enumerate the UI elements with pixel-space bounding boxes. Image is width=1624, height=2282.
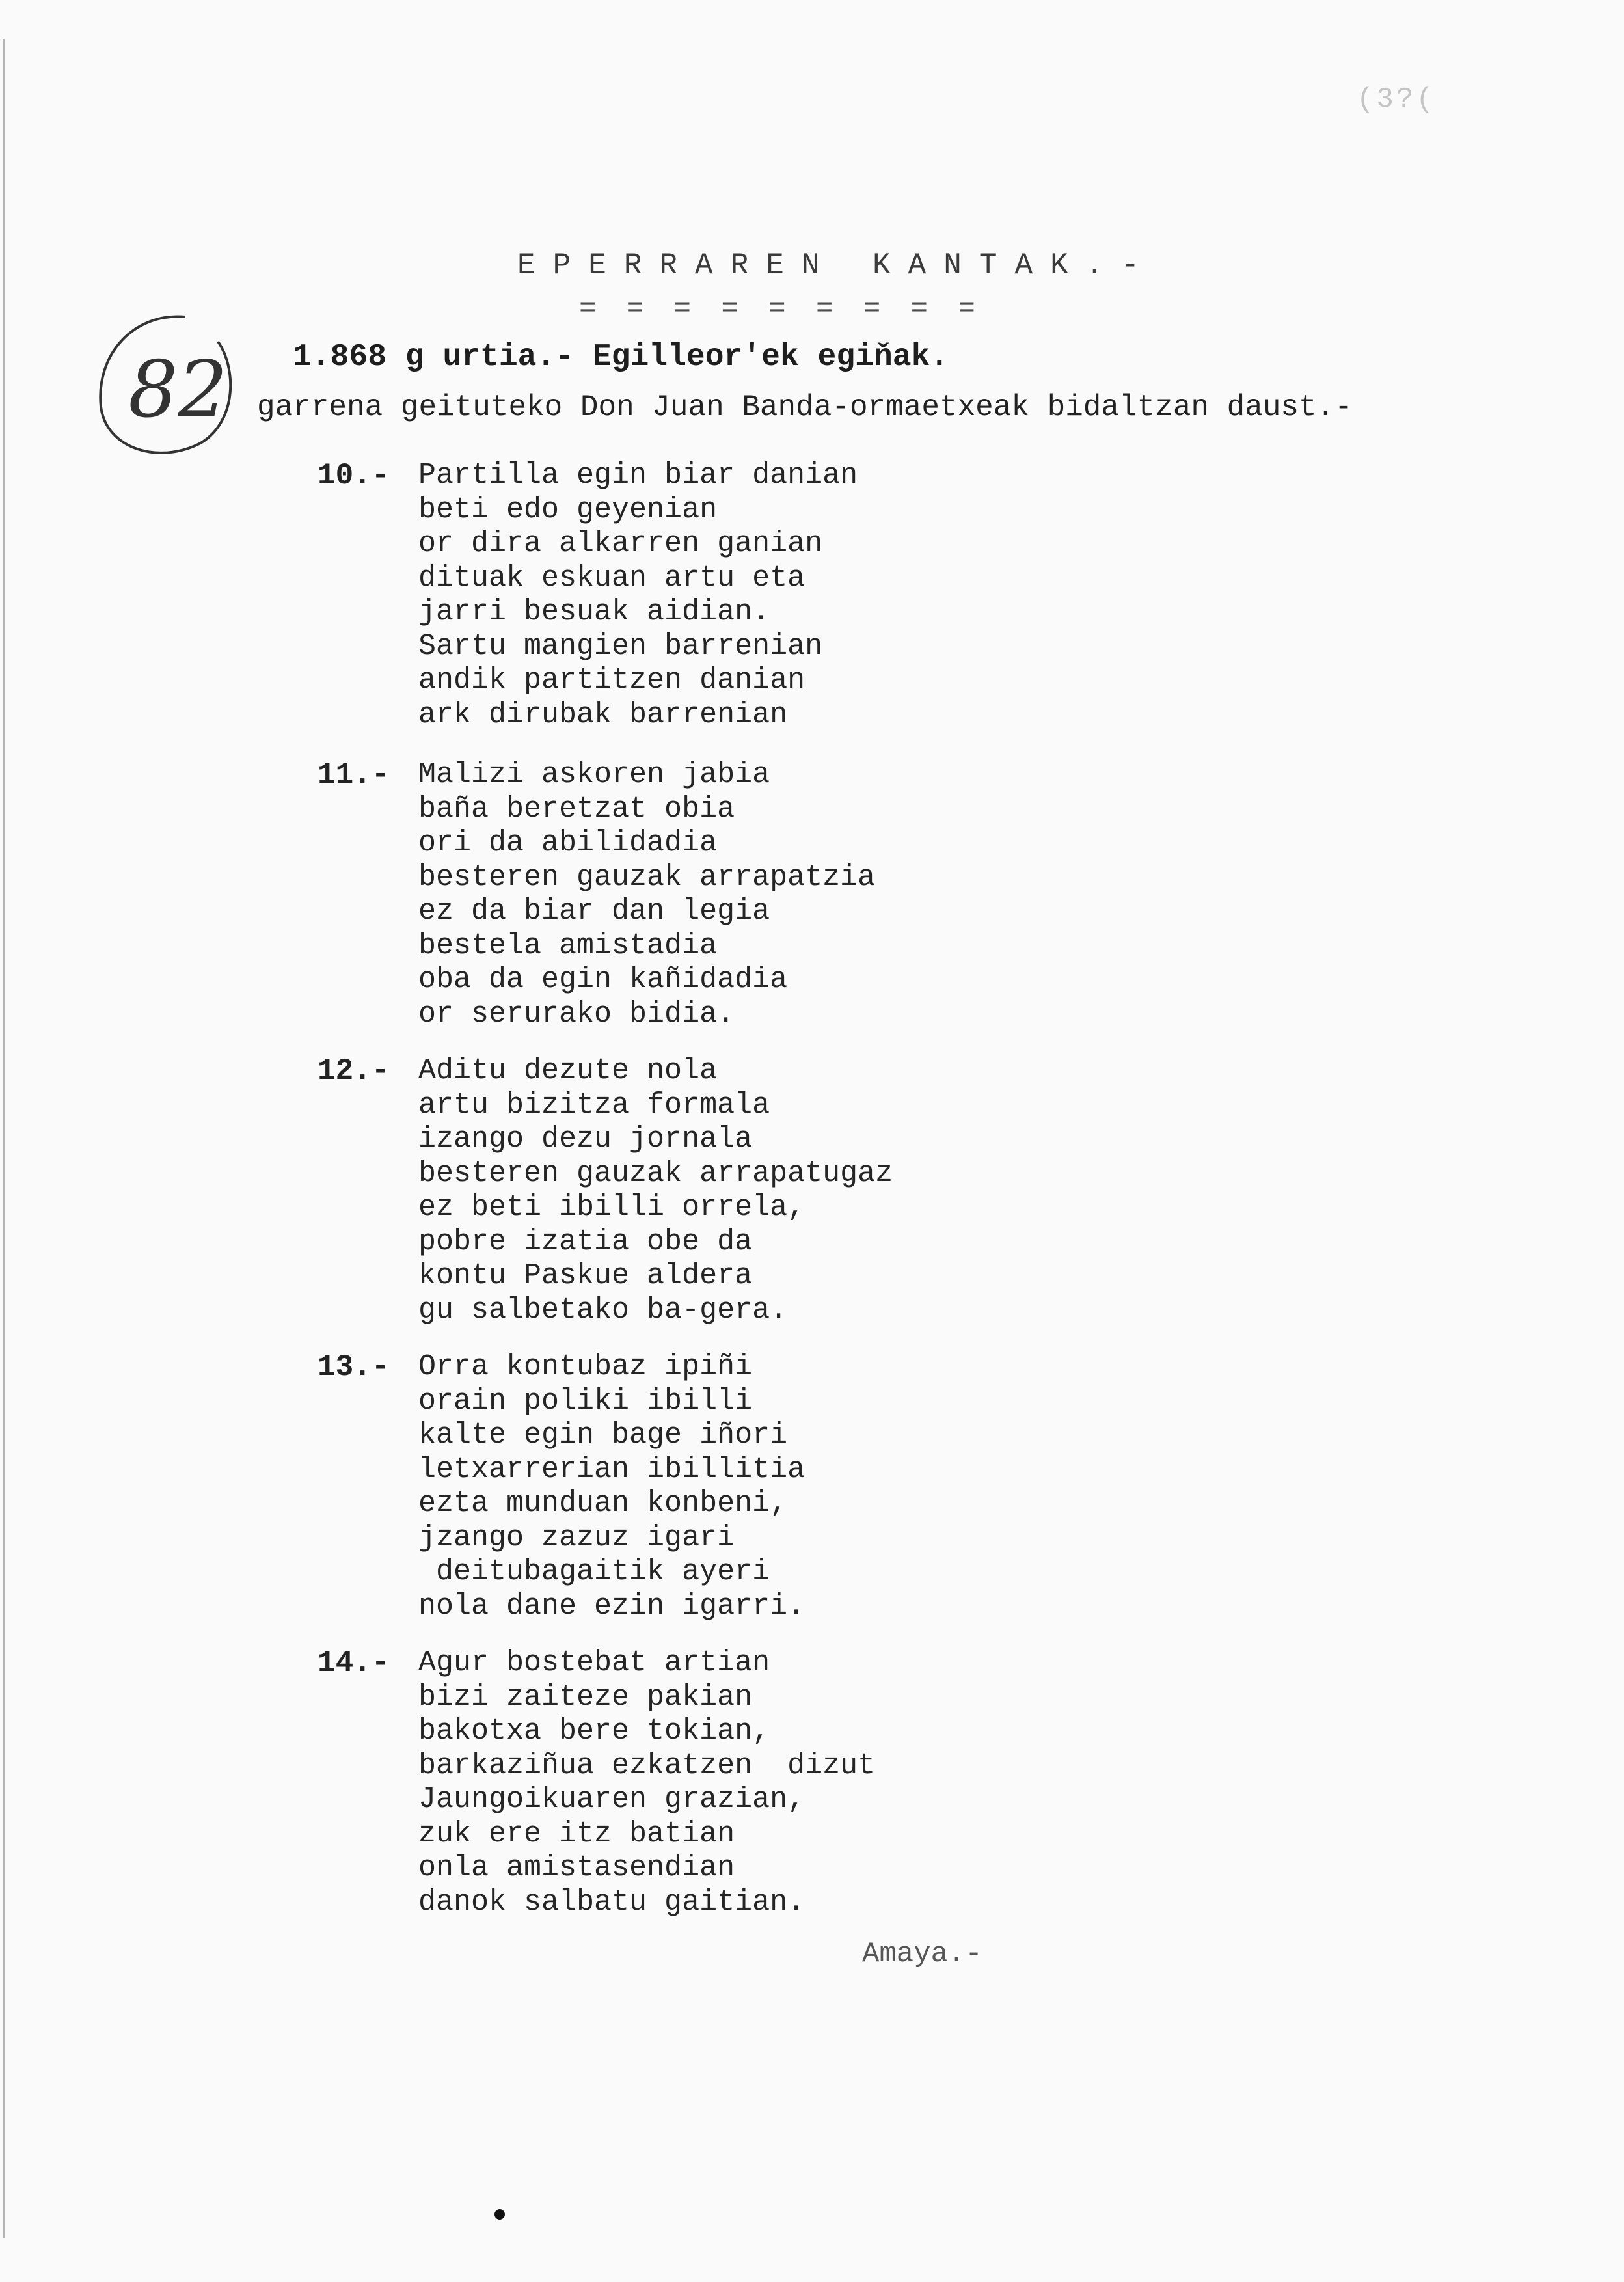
verse-line: beti edo geyenian <box>418 493 718 526</box>
verse-line: andik partitzen danian <box>418 664 805 697</box>
verse-line: gu salbetako ba-gera. <box>418 1293 788 1327</box>
verse-line: ez beti ibilli orrela, <box>418 1191 805 1224</box>
verse-line: ori da abilidadia <box>418 826 718 860</box>
verse-line: ezta munduan konbeni, <box>418 1487 788 1520</box>
verse-line: kalte egin bage iñori <box>418 1419 788 1452</box>
verse-line: besteren gauzak arrapatugaz <box>418 1156 893 1190</box>
stanza-number: 12.- <box>318 1054 390 1088</box>
verse-line: dituak eskuan artu eta <box>418 561 805 595</box>
verse-line: onla amistasendian <box>418 1851 735 1884</box>
verse-line: artu bizitza formala <box>418 1088 770 1122</box>
verse-line: oba da egin kañidadia <box>418 963 788 996</box>
verse-line: deitubagaitik ayeri <box>418 1555 770 1588</box>
verse-line: bakotxa bere tokian, <box>418 1715 770 1748</box>
stanza-number: 11.- <box>318 758 390 792</box>
verse-line: izango dezu jornala <box>418 1122 753 1156</box>
stanza-number: 13.- <box>318 1350 390 1384</box>
note-line: garrena geituteko Don Juan Banda-ormaetxeak bidaltzan daust.- <box>257 390 1353 424</box>
verse-line: Jaungoikuaren grazian, <box>418 1783 805 1816</box>
verse-line: orain poliki ibilli <box>418 1384 753 1418</box>
verse-line: zuk ere itz batian <box>418 1817 735 1851</box>
verse-line: besteren gauzak arrapatzia <box>418 860 876 894</box>
margin-number: 82 <box>128 345 228 435</box>
verse-line: or serurako bidia. <box>418 997 735 1031</box>
title-underline: = = = = = = = = = <box>579 293 982 325</box>
verse-line: Orra kontubaz ipiñi <box>418 1350 753 1383</box>
verse-line: ez da biar dan legia <box>418 895 770 928</box>
verse-line: baña beretzat obia <box>418 792 735 826</box>
stanza-lines <box>418 1054 893 1327</box>
verse-line: pobre izatia obe da <box>418 1225 753 1258</box>
ink-dot <box>494 2209 505 2220</box>
verse-line: jarri besuak aidian. <box>418 595 770 629</box>
stanza-lines <box>418 758 875 1031</box>
verse-line: Sartu mangien barrenian <box>418 629 823 663</box>
verse-line: bestela amistadia <box>418 929 718 962</box>
stanza-number: 10.- <box>318 459 390 493</box>
year-line: 1.868 g urtia.- Egilleor'ek egiňak. <box>293 340 949 375</box>
stanza-lines <box>418 1646 875 1920</box>
stanza-lines <box>418 1350 805 1623</box>
verse-line: Partilla egin biar danian <box>418 459 858 492</box>
page-number-mark: (3?( <box>1357 83 1436 116</box>
closing-signature: Amaya.- <box>862 1938 982 1970</box>
document-title: EPERRAREN KANTAK.- <box>517 249 1157 282</box>
verse-line: jzango zazuz igari <box>418 1521 735 1555</box>
verse-line: barkaziñua ezkatzen dizut <box>418 1748 876 1782</box>
page-edge-line <box>3 39 5 2238</box>
verse-line: bizi zaiteze pakian <box>418 1680 753 1714</box>
verse-line: letxarrerian ibillitia <box>418 1452 805 1486</box>
stanza-number: 14.- <box>318 1646 390 1680</box>
verse-line: nola dane ezin igarri. <box>418 1589 805 1623</box>
circled-margin-number <box>88 309 241 465</box>
verse-line: ark dirubak barrenian <box>418 698 788 731</box>
verse-line: Aditu dezute nola <box>418 1054 718 1087</box>
verse-line: or dira alkarren ganian <box>418 527 823 560</box>
verse-line: kontu Paskue aldera <box>418 1259 753 1292</box>
verse-line: Malizi askoren jabia <box>418 758 770 791</box>
verse-line: danok salbatu gaitian. <box>418 1885 805 1919</box>
verse-line: Agur bostebat artian <box>418 1646 770 1679</box>
stanza-lines <box>418 459 858 732</box>
